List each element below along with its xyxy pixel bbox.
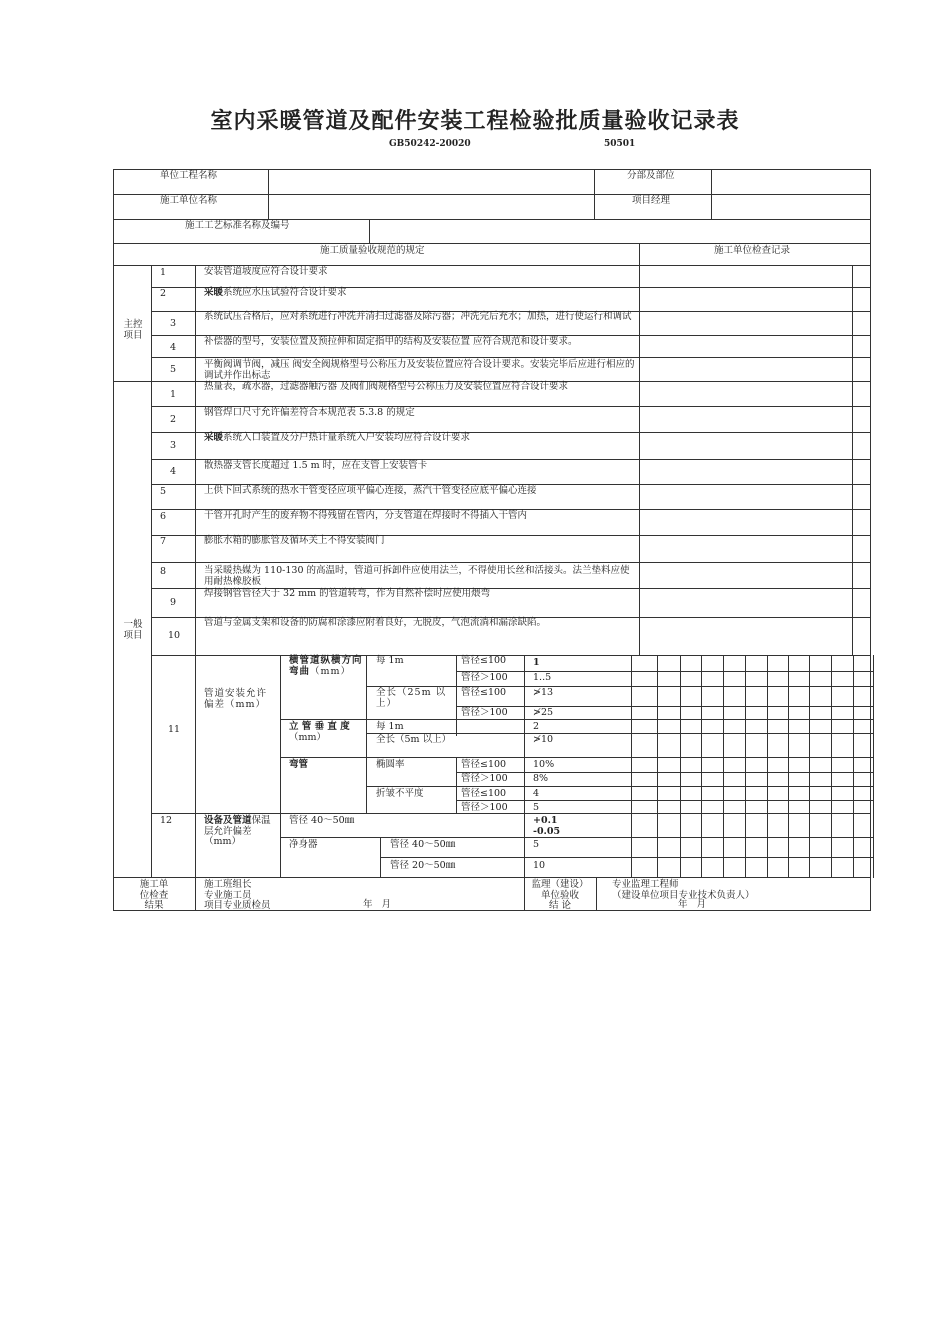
cond-cell: 管径＞100 xyxy=(461,707,508,718)
bend-wrinkle: 折皱不平度 xyxy=(376,788,424,799)
general-item-no: 4 xyxy=(170,466,177,477)
label-construction-unit: 施工单位名称 xyxy=(160,195,218,206)
main-item-rest: 系统应水压试验符合设计要求 xyxy=(223,287,347,298)
page-title: 室内采暖管道及配件安装工程检验批质量验收记录表 xyxy=(210,108,740,134)
cond-cell: 管径＞100 xyxy=(461,672,508,683)
value-cell: 1 xyxy=(533,657,540,668)
general-item-no: 2 xyxy=(170,414,177,425)
label-unit-check-record: 施工单位检查记录 xyxy=(714,245,791,256)
rule-h xyxy=(280,837,632,838)
value-cell: 2 xyxy=(533,721,540,732)
general-item-rest: 系统入口装置及分户热计量系统入户安装均应符合设计要求 xyxy=(223,432,471,443)
value-cell: ≯25 xyxy=(533,707,554,718)
cond-cell: 管径≤100 xyxy=(461,759,507,770)
rule-h xyxy=(631,719,874,720)
footer-right-date: 年 月 xyxy=(678,899,707,910)
rule-v xyxy=(745,655,746,878)
general-item-text: 焊接钢管管径大于 32 mm 的管道转弯，作为自然补偿时应使用煨弯 xyxy=(204,588,491,599)
footer-left-date: 年 月 xyxy=(363,899,392,910)
label-division-location: 分部及部位 xyxy=(627,170,675,181)
horizontal-per-meter: 每 1m xyxy=(376,655,404,666)
vertical-per-meter: 每 1m xyxy=(376,721,404,732)
footer-right-label: 监理（建设） 单位验收 结 论 xyxy=(531,879,589,911)
footer-right-text: 专业监理工程师 （建设单位项目专业技术负责人） xyxy=(612,879,755,901)
general-item-no: 5 xyxy=(160,486,167,497)
item12-row2-value: 5 xyxy=(533,839,540,850)
vertical-full-length: 全长（5m 以上） xyxy=(376,734,452,745)
main-item-text: 补偿器的型号，安装位置及预拉伸和固定指甲的结构及安装位置 应符合规范和设计要求。 xyxy=(204,336,578,347)
general-item-no: 9 xyxy=(170,597,177,608)
rule-h xyxy=(151,562,871,563)
general-item-bold: 采暖 xyxy=(204,432,224,443)
rule-h xyxy=(631,772,874,773)
rule-v xyxy=(831,655,832,878)
bend-label: 弯管 xyxy=(289,759,309,770)
rule-v xyxy=(456,655,457,736)
general-item-text: 膨胀水箱的膨胀管及循环关上不得安装阀门 xyxy=(204,535,385,546)
rule-h xyxy=(366,786,632,787)
rule-v xyxy=(657,655,658,878)
cond-cell: 管径≤100 xyxy=(461,687,507,698)
main-item-no: 5 xyxy=(170,364,177,375)
main-item-bold: 采暖 xyxy=(204,287,224,298)
rule-v xyxy=(767,655,768,878)
item12-row3-value: 10 xyxy=(533,860,546,871)
value-cell: ≯10 xyxy=(533,734,554,745)
rule-v xyxy=(195,265,196,656)
general-item-no: 10 xyxy=(168,630,181,641)
rule-h xyxy=(113,194,871,195)
label-project-manager: 项目经理 xyxy=(632,195,671,206)
item12-row3-cond: 管径 20～50㎜ xyxy=(390,860,456,871)
general-item-text xyxy=(204,433,470,444)
rule-v xyxy=(711,169,712,220)
rule-v xyxy=(639,243,640,656)
rule-h xyxy=(151,357,871,358)
rule-h xyxy=(631,837,874,838)
rule-h xyxy=(631,706,874,707)
rule-h xyxy=(151,813,871,814)
footer-left-text: 施工班组长 专业施工员 项目专业质检员 xyxy=(204,879,271,911)
vertical-label-rest: （mm） xyxy=(289,731,327,743)
rule-h xyxy=(113,169,871,170)
section-general: 一般 项目 xyxy=(123,619,143,641)
main-item-text: 安装管道坡度应符合设计要求 xyxy=(204,266,328,277)
rule-v xyxy=(596,877,597,911)
cond-cell: 管径＞100 xyxy=(461,802,508,813)
form-code: 50501 xyxy=(604,139,636,149)
label-acceptance-spec: 施工质量验收规范的规定 xyxy=(320,245,425,256)
rule-v xyxy=(524,877,525,911)
item12-row1-cond: 管径 40～50㎜ xyxy=(289,815,355,826)
bend-ovality: 椭圆率 xyxy=(376,759,405,770)
item12-row2-cond: 管径 40～50㎜ xyxy=(390,839,456,850)
item12-no: 12 xyxy=(160,815,173,826)
general-item-no: 3 xyxy=(170,440,177,451)
horizontal-label-bold: 横管道纵横方向弯曲 xyxy=(289,655,363,677)
general-item-no: 6 xyxy=(160,511,167,522)
rule-v xyxy=(853,655,854,878)
rule-v xyxy=(524,655,525,878)
main-item-no: 1 xyxy=(160,267,167,278)
item11-no: 11 xyxy=(168,724,181,735)
rule-v xyxy=(195,877,196,911)
horizontal-label xyxy=(289,656,363,677)
rule-h xyxy=(631,671,874,672)
standard-code: GB50242-20020 xyxy=(389,139,471,149)
rule-v xyxy=(788,655,789,878)
rule-v xyxy=(852,265,853,656)
general-item-text: 当采暖热媒为 110-130 的高温时，管道可拆卸件应使用法兰，不得使用长丝和活接头。法兰垫料应使用耐热橡胶板 xyxy=(204,565,630,587)
general-item-text: 散热器支管长度超过 1.5 m 时，应在支管上安装管卡 xyxy=(204,460,428,471)
rule-v xyxy=(680,655,681,878)
rule-h xyxy=(113,243,871,244)
general-item-text: 上供下回式系统的热水干管变径应项平偏心连接，蒸汽干管变径应底平偏心连接 xyxy=(204,485,537,496)
item12-name-bold: 设备及管道 xyxy=(204,815,252,826)
item12-row2-label: 净身器 xyxy=(289,839,318,850)
footer-left-label: 施工单 位检查 结果 xyxy=(139,879,169,911)
main-item-no: 4 xyxy=(170,342,177,353)
general-item-text: 热量表，疏水器，过滤器触污器 及阀们阀规格型号公称压力及安装位置应符合设计要求 xyxy=(204,381,569,392)
item12-name-rest: 保温层允许偏差（mm） xyxy=(204,815,271,847)
general-item-text: 干管开孔时产生的废弃物不得残留在管内，分支管道在焊接时不得插入干管内 xyxy=(204,510,528,521)
rule-h xyxy=(631,857,874,858)
rule-h xyxy=(151,655,871,656)
main-item-text: 系统试压合格后，应对系统进行冲洗并清扫过滤器及除污器；冲洗完后充水；加热，进行使运行和调试 xyxy=(204,311,632,322)
cond-cell: 管径＞100 xyxy=(461,773,508,784)
rule-v xyxy=(113,169,114,911)
general-item-no: 8 xyxy=(160,566,167,577)
value-cell: 8% xyxy=(533,773,549,784)
rule-h xyxy=(631,786,874,787)
label-process-standard: 施工工艺标准名称及编号 xyxy=(185,220,290,231)
rule-h xyxy=(113,877,871,878)
horizontal-label-rest: （mm） xyxy=(310,665,352,677)
main-item-text xyxy=(204,288,347,299)
section-main-control: 主控 项目 xyxy=(123,319,143,341)
rule-h xyxy=(380,857,632,858)
rule-h xyxy=(631,757,874,758)
item11-name: 管道安装允许偏差（mm） xyxy=(204,688,268,710)
rule-v xyxy=(366,655,367,814)
general-item-text: 管道与金属支架和设备的防腐和涂漆应附着良好，无脱皮，气泡流淌和漏涂缺陷。 xyxy=(204,617,547,628)
item12-name xyxy=(204,816,274,848)
value-cell: 5 xyxy=(533,802,540,813)
rule-v xyxy=(701,655,702,878)
rule-v xyxy=(873,655,874,878)
general-item-text: 钢管焊口尺寸允许偏差符合本规范表 5.3.8 的规定 xyxy=(204,407,415,418)
item12-row1-value: +0.1 -0.05 xyxy=(533,815,561,837)
vertical-label xyxy=(289,722,363,743)
main-item-text: 平衡阀调节阀，减压 阀安全阀规格型号公称压力及安装位置应符合设计要求。安装完毕后应进行相应的调试并作出标志 xyxy=(204,359,635,381)
cond-cell: 管径≤100 xyxy=(461,655,507,666)
horizontal-full-length: 全长（25m 以上） xyxy=(376,687,447,709)
cond-cell: 管径≤100 xyxy=(461,788,507,799)
rule-v xyxy=(195,655,196,878)
value-cell: 4 xyxy=(533,788,540,799)
rule-v xyxy=(151,265,152,878)
rule-h xyxy=(631,800,874,801)
rule-v xyxy=(280,655,281,878)
rule-h xyxy=(456,800,632,801)
rule-v xyxy=(631,655,632,878)
rule-v xyxy=(268,169,269,220)
general-item-no: 7 xyxy=(160,536,167,547)
rule-v xyxy=(594,169,595,220)
rule-v xyxy=(809,655,810,878)
main-item-no: 3 xyxy=(170,318,177,329)
rule-h xyxy=(631,733,874,734)
general-item-no: 1 xyxy=(170,389,177,400)
rule-h xyxy=(631,686,874,687)
value-cell: ≯13 xyxy=(533,687,554,698)
value-cell: 1..5 xyxy=(533,672,552,683)
main-item-no: 2 xyxy=(160,288,167,299)
rule-v xyxy=(723,655,724,878)
vertical-label-bold: 立 管 垂 直 度 xyxy=(289,721,350,732)
rule-v xyxy=(369,219,370,244)
value-cell: 10% xyxy=(533,759,555,770)
label-unit-project-name: 单位工程名称 xyxy=(160,170,218,181)
